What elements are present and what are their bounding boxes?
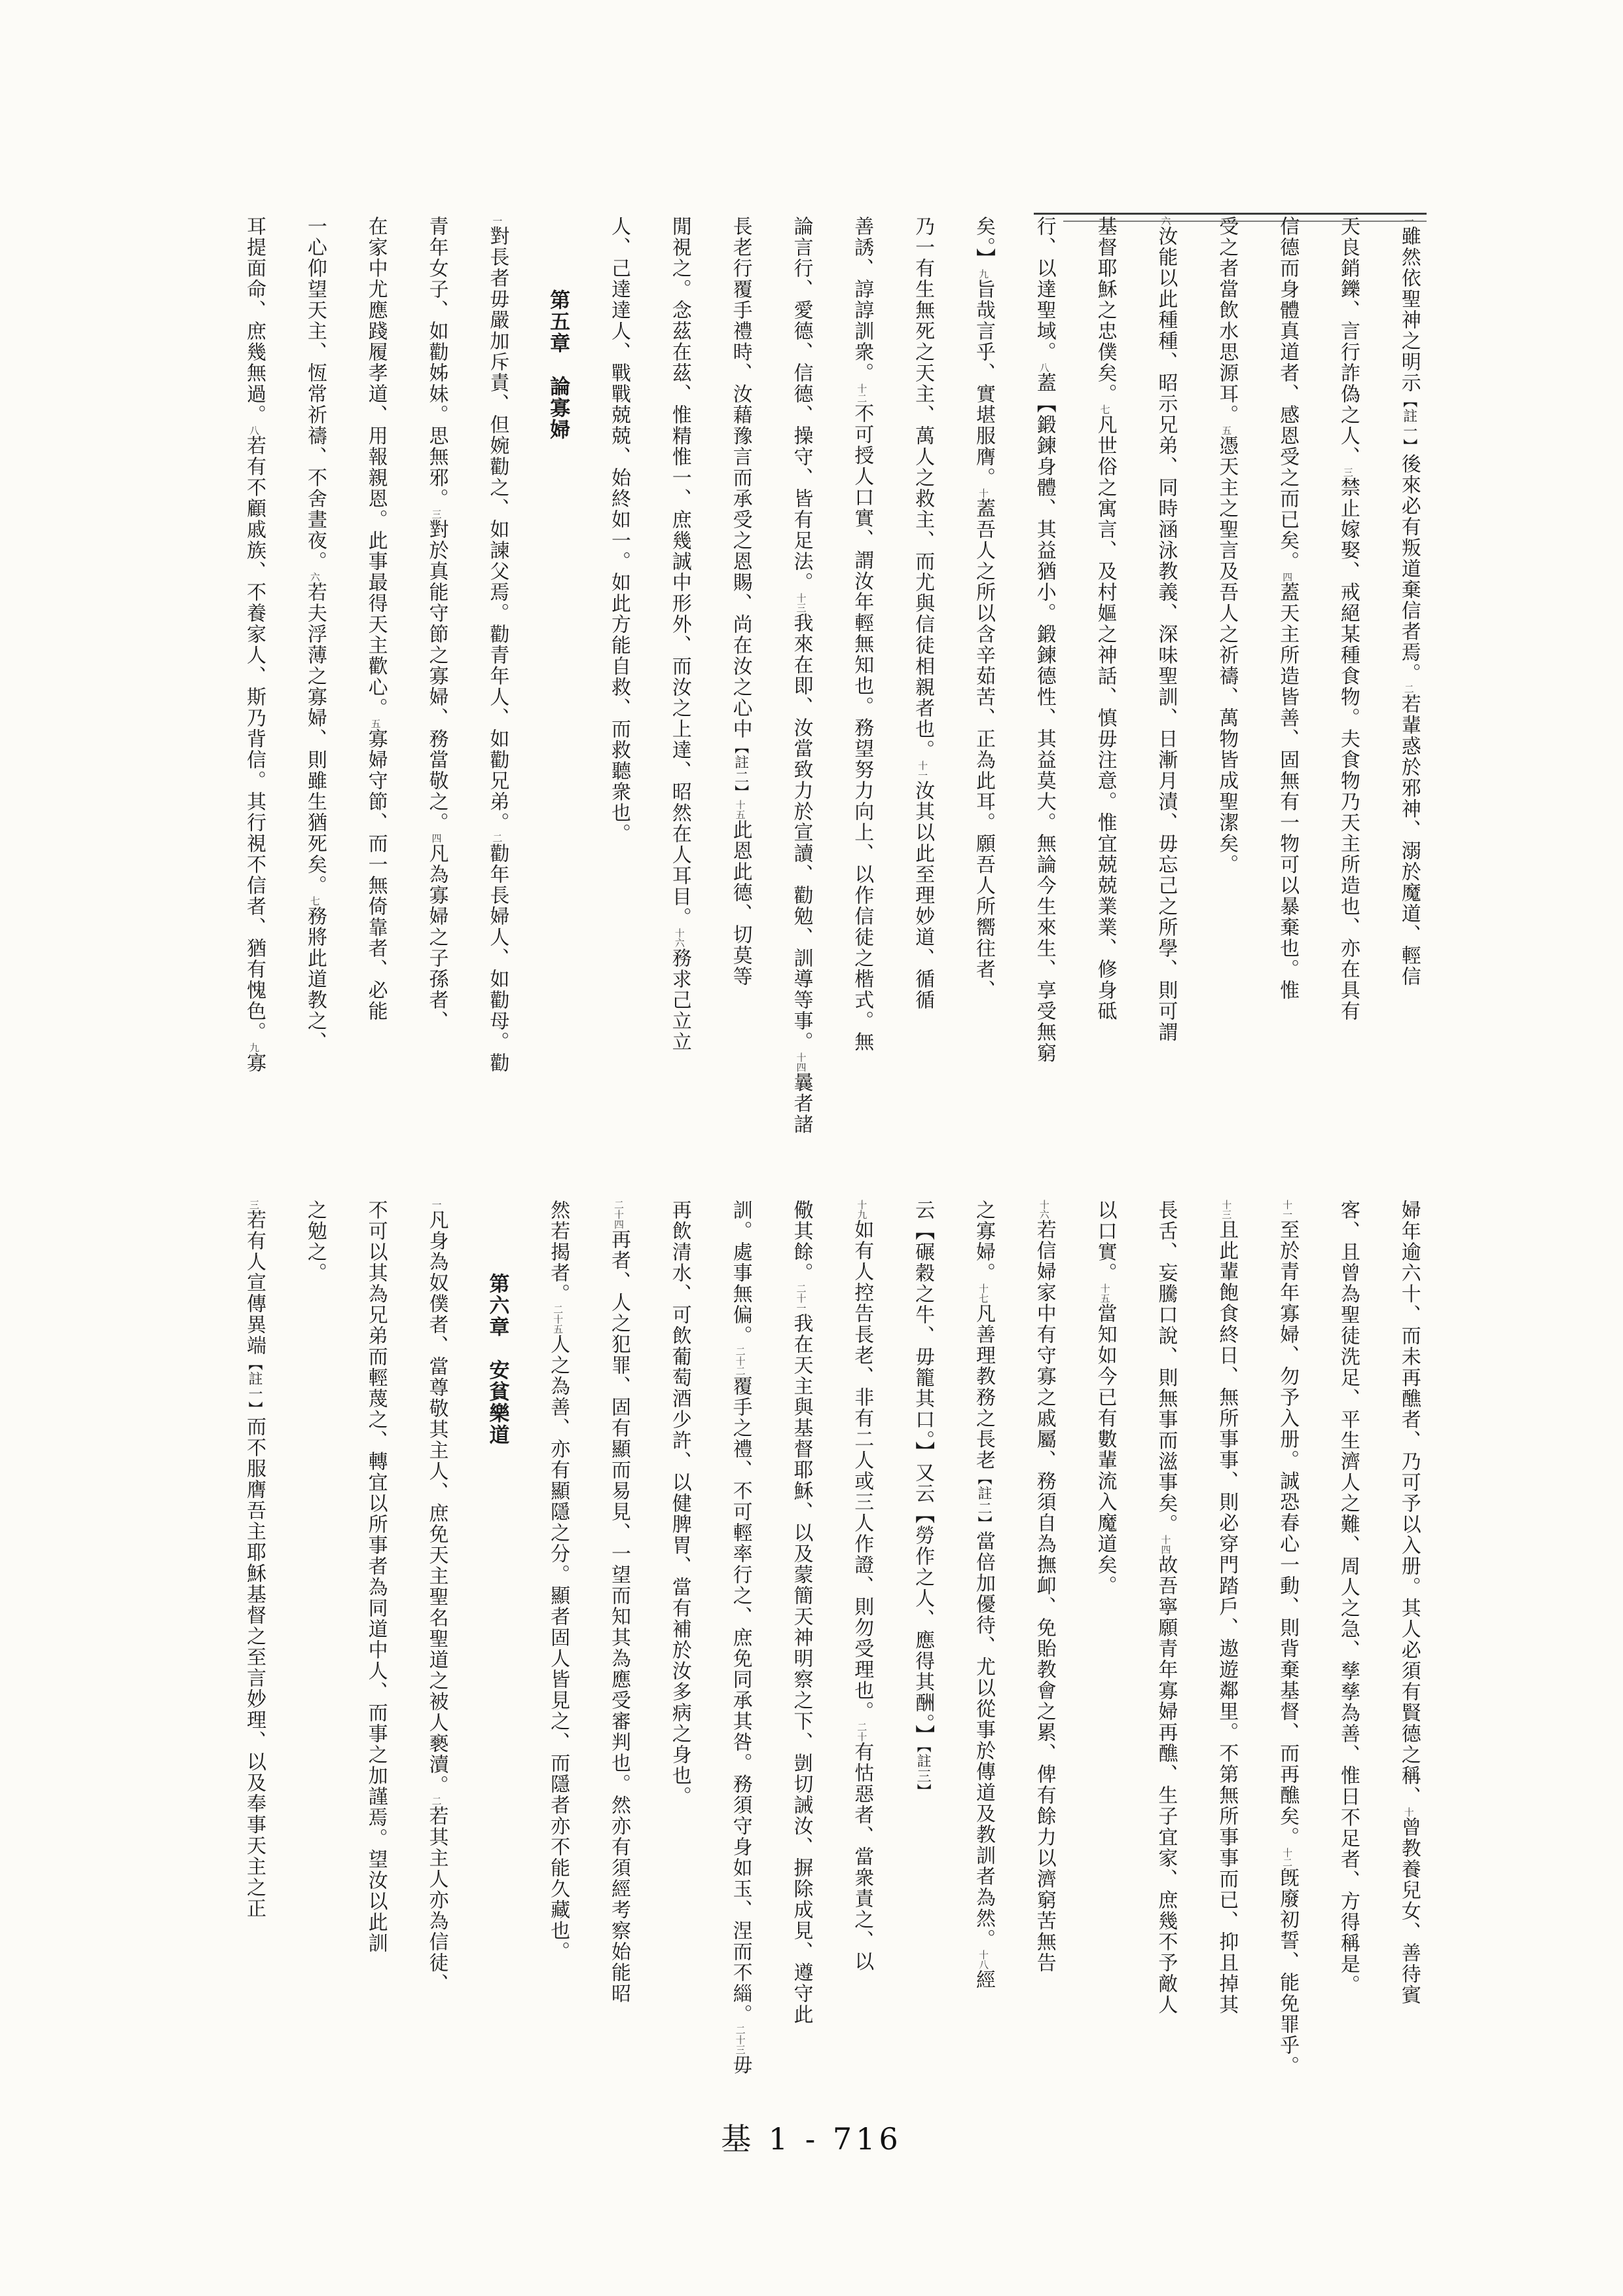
body-text: 在家中尤應踐履孝道、用報親恩。此事最得天主歡心。 <box>364 216 388 719</box>
body-text: 耳提面命、庶幾無過。 <box>243 216 266 425</box>
body-text: 凡身為奴僕者、當尊敬其主人、庶免天主聖名聖道之被人褻瀆。 <box>425 1210 448 1796</box>
body-text: 覆手之禮、不可輕率行之、庶免同承其咎。務須守身如玉、涅而不緇。 <box>729 1376 752 2025</box>
body-text: 乃一有生無死之天主、萬人之救主、而尤與信徒相親者也。 <box>911 216 935 761</box>
text-column <box>604 1200 634 2004</box>
text-column <box>361 1200 391 1954</box>
body-text: 蓋天主所造皆善、固無有一物可以暴棄也。惟 <box>1276 582 1300 1001</box>
verse-number: 三 <box>430 509 443 519</box>
verse-number: 二十四 <box>612 1200 625 1229</box>
body-text: 行、以達聖域。 <box>1032 216 1056 363</box>
body-text: 訓。處事無偏。 <box>729 1200 752 1346</box>
verse-number: 十三 <box>795 593 807 613</box>
note-marker: 【註三】 <box>915 1746 932 1799</box>
body-text: 此恩此德、切莫等 <box>729 819 752 987</box>
body-text: 曾教養兒女、善待賓 <box>1397 1817 1421 2005</box>
body-text: 後來必有叛道棄信者焉。 <box>1397 454 1421 684</box>
verse-number: 十六 <box>1038 1200 1050 1219</box>
verse-number: 十四 <box>1159 1535 1172 1554</box>
body-text: 矣。】 <box>972 216 995 269</box>
body-text: 凡世俗之寓言、及村嫗之神話、慎毋注意。惟宜兢兢業業、修身砥 <box>1093 414 1117 1022</box>
text-column <box>1333 1200 1363 1996</box>
verse-number: 七 <box>308 896 321 906</box>
body-text: 受之者當飲水思源耳。 <box>1215 216 1239 425</box>
verse-number: 十三 <box>1220 1200 1233 1219</box>
body-text: 之勉之。 <box>303 1200 327 1283</box>
verse-number: 三 <box>1341 467 1354 477</box>
verse-number: 十五 <box>1099 1283 1111 1303</box>
verse-number: 二十五 <box>552 1304 564 1334</box>
chapter-heading <box>543 216 573 440</box>
body-text: 若有不顧戚族、不養家人、斯乃背信。其行視不信者、猶有愧色。 <box>243 435 266 1043</box>
text-column <box>1272 216 1302 1001</box>
text-column <box>604 216 634 844</box>
verse-number: 八 <box>248 425 260 435</box>
text-column <box>847 1200 877 1972</box>
body-text: 對長者毋嚴加斥責、但婉勸之、如諫父焉。勸青年人、如勸兄弟。 <box>486 226 509 833</box>
body-text: 信德而身體真道者、感恩受之而已矣。 <box>1276 216 1300 572</box>
body-text: 汝其以此至理妙道、循循 <box>911 780 935 1011</box>
body-text: 有怙惡者、當衆責之、以 <box>850 1742 874 1972</box>
body-text: 旨哉言乎、實堪服膺。 <box>972 279 995 488</box>
verse-number: 三 <box>248 1200 260 1210</box>
text-column <box>1211 1200 1241 2015</box>
text-column <box>239 216 269 1073</box>
text-column <box>482 216 512 1073</box>
text-column <box>786 216 816 1135</box>
body-text: 人、己達達人、戰戰兢兢、始終如一。如此方能自救、而救聽衆也。 <box>607 216 630 844</box>
body-text: 務求己立立 <box>668 948 691 1052</box>
verse-number: 二十 <box>856 1722 868 1742</box>
verse-number: 二 <box>1402 684 1415 694</box>
body-text: 若夫浮薄之寡婦、則雖生猶死矣。 <box>303 582 327 896</box>
text-column <box>1150 1200 1180 2015</box>
verse-number: 二十三 <box>734 2025 746 2054</box>
body-text: 毋 <box>729 2054 752 2075</box>
body-text: 然若揭者。 <box>547 1200 570 1304</box>
text-column <box>300 1200 330 1283</box>
body-text: 凡為寡婦之子孫者、 <box>425 843 448 1031</box>
verse-number: 四 <box>430 833 443 843</box>
body-text: 蓋【鍛鍊身體、其益猶小。鍛鍊德性、其益莫大。無論今生來生、享受無窮 <box>1032 372 1056 1064</box>
verse-number: 十一 <box>1281 1200 1294 1219</box>
body-text: 且此輩飽食終日、無所事事、則必穿門踏戶、遨遊鄰里。不第無所事事而已、抑且掉其 <box>1215 1219 1239 2015</box>
verse-number: 六 <box>308 572 321 582</box>
text-column <box>361 216 391 1022</box>
note-marker: 【註二】 <box>732 740 749 800</box>
body-text: 婦年逾六十、而未再醮者、乃可予以入册。其人必須有賢德之稱、 <box>1397 1200 1421 1807</box>
body-text: 凡善理教務之長老 <box>972 1303 995 1471</box>
verse-number: 十七 <box>977 1283 989 1303</box>
body-text: 客、且曾為聖徒洗足、平生濟人之難、周人之急、孳孳為善、惟日不足者、方得稱是。 <box>1336 1200 1360 1996</box>
body-text: 以口實。 <box>1093 1200 1117 1283</box>
verse-number: 十四 <box>795 1052 807 1072</box>
verse-number: 十二 <box>1281 1848 1294 1867</box>
text-column <box>1394 1200 1424 2005</box>
body-text: 善誘、諄諄訓衆。 <box>850 216 874 384</box>
text-column <box>1029 1200 1059 1973</box>
text-column <box>907 1200 938 1799</box>
verse-number: 十二 <box>856 384 868 403</box>
body-text: 基督耶穌之忠僕矣。 <box>1093 216 1117 404</box>
body-text: 之寡婦。 <box>972 1200 995 1283</box>
body-text: 不可以其為兄弟而輕蔑之、轉宜以所事者為同道中人、而事之加謹焉。望汝以此訓 <box>364 1200 388 1954</box>
scan-artifact-line <box>1034 213 1427 215</box>
body-text: 務將此道教之、 <box>303 906 327 1052</box>
verse-number: 十六 <box>673 928 685 948</box>
body-text: 當倍加優待、尤以從事於傳道及教訓者為然。 <box>972 1531 995 1950</box>
verse-number: 二十一 <box>795 1283 807 1313</box>
text-column <box>665 1200 695 1807</box>
page-number-footer: 基 1 - 716 <box>721 2121 902 2157</box>
body-text: 憑天主之聖言及吾人之祈禱、萬物皆成聖潔矣。 <box>1215 435 1239 875</box>
chapter-heading <box>482 1200 512 1446</box>
text-column <box>1090 216 1120 1022</box>
verse-number: 一 <box>1402 216 1415 226</box>
verse-number: 七 <box>1099 404 1111 414</box>
body-text: 人之為善、亦有顯隱之分。顯者固人皆見之、而隱者亦不能久藏也。 <box>547 1334 570 1962</box>
verse-number: 十五 <box>734 800 746 819</box>
body-text: 如有人控告長老、非有二人或三人作證、則勿受理也。 <box>850 1219 874 1722</box>
verse-number: 五 <box>1220 425 1233 435</box>
body-text: 對於真能守節之寡婦、務當敬之。 <box>425 519 448 833</box>
text-column <box>1333 216 1363 1022</box>
body-text: 至於青年寡婦、勿予入册。誠恐春心一動、則背棄基督、而再醮矣。 <box>1276 1219 1300 1848</box>
text-column <box>1150 216 1180 1043</box>
upper-text-block <box>239 216 1424 1145</box>
body-text: 寡 <box>243 1052 266 1073</box>
verse-number: 十 <box>977 488 989 498</box>
text-column <box>665 216 695 1052</box>
verse-number: 四 <box>1281 572 1294 582</box>
text-column <box>725 1200 756 2075</box>
verse-number: 二 <box>491 833 503 843</box>
note-marker: 【註二】 <box>975 1471 992 1531</box>
body-text: 若信婦家中有守寡之戚屬、務須自為撫卹、免貽教會之累、俾有餘力以濟窮苦無告 <box>1032 1219 1056 1973</box>
text-column <box>725 216 756 987</box>
verse-number: 二 <box>430 1796 443 1806</box>
body-text: 第六章 安貧樂道 <box>485 1273 509 1446</box>
body-text: 儆其餘。 <box>790 1200 813 1283</box>
verse-number: 二十二 <box>734 1346 746 1376</box>
text-column <box>239 1200 269 1919</box>
lower-text-block <box>239 1200 1424 2129</box>
text-column <box>847 216 877 1052</box>
text-column <box>1029 216 1059 1064</box>
verse-number: 十 <box>1402 1807 1415 1817</box>
body-text: 再飲清水、可飲葡萄酒少許、以健脾胃、當有補於汝多病之身也。 <box>668 1200 691 1807</box>
verse-number: 一 <box>430 1200 443 1210</box>
verse-number: 十九 <box>856 1200 868 1219</box>
verse-number: 五 <box>369 719 382 728</box>
body-text: 長舌、妄騰口說、則無事而滋事矣。 <box>1154 1200 1178 1535</box>
body-text: 故吾寧願青年寡婦再醮、生子宜家、庶幾不予敵人 <box>1154 1554 1178 2015</box>
text-column <box>1272 1200 1302 2077</box>
text-column <box>907 216 938 1011</box>
note-marker: 【註一】 <box>1400 393 1417 454</box>
text-column <box>421 1200 451 1994</box>
body-text: 雖然依聖神之明示 <box>1397 226 1421 393</box>
verse-number: 八 <box>1038 363 1050 372</box>
body-text: 而不服膺吾主耶穌基督之至言妙理、以及奉事天主之正 <box>243 1416 266 1919</box>
body-text: 曩者諸 <box>790 1072 813 1135</box>
body-text: 我來在即、汝當致力於宣讀、勸勉、訓導等事。 <box>790 613 813 1052</box>
body-text: 天良銷鑠、言行詐偽之人、 <box>1336 216 1360 467</box>
verse-number: 九 <box>977 269 989 279</box>
verse-number: 十一 <box>917 761 929 780</box>
text-column <box>786 1200 816 2025</box>
text-column <box>968 1200 998 1990</box>
body-text: 若其主人亦為信徒、 <box>425 1806 448 1994</box>
body-text: 勸年長婦人、如勸母。勸 <box>486 843 509 1073</box>
text-column <box>1090 1200 1120 1596</box>
text-column <box>543 1200 573 1962</box>
body-text: 旣廢初誓、能免罪乎。 <box>1276 1867 1300 2077</box>
body-text: 我在天主與基督耶穌、以及蒙簡天神明察之下、剴切誡汝、摒除成見、遵守此 <box>790 1313 813 2025</box>
body-text: 若有人宣傳異端 <box>243 1210 266 1356</box>
body-text: 長老行覆手禮時、汝藉豫言而承受之恩賜、尚在汝之心中 <box>729 216 752 740</box>
body-text: 一心仰望天主、恆常祈禱、不舍晝夜。 <box>303 216 327 572</box>
body-text: 閒視之。念茲在茲、惟精惟一、庶幾誠中形外、而汝之上達、昭然在人耳目。 <box>668 216 691 928</box>
text-column <box>1211 216 1241 875</box>
body-text: 經 <box>972 1969 995 1990</box>
body-text: 若輩惑於邪神、溺於魔道、輕信 <box>1397 694 1421 987</box>
body-text: 第五章 論寡婦 <box>546 289 570 440</box>
text-column <box>968 216 998 1001</box>
verse-number: 十八 <box>977 1950 989 1969</box>
body-text: 青年女子、如勸姊妹。思無邪。 <box>425 216 448 509</box>
body-text: 蓋吾人之所以含辛茹苦、正為此耳。願吾人所嚮往者、 <box>972 498 995 1001</box>
note-marker: 【註一】 <box>246 1356 263 1416</box>
text-column <box>300 216 330 1052</box>
body-text: 當知如今已有數輩流入魔道矣。 <box>1093 1303 1117 1596</box>
text-column <box>1394 216 1424 987</box>
body-text: 論言行、愛德、信德、操守、皆有足法。 <box>790 216 813 593</box>
body-text: 云【碾穀之牛、毋籠其口。】又云【勞作之人、應得其酬。】 <box>911 1200 935 1746</box>
body-text: 再者、人之犯罪、固有顯而易見、一望而知其為應受審判也。然亦有須經考察始能昭 <box>607 1229 630 2004</box>
verse-number: 六 <box>1159 216 1172 226</box>
body-text: 禁止嫁娶、戒絕某種食物。夫食物乃天主所造也、亦在具有 <box>1336 477 1360 1022</box>
body-text: 寡婦守節、而一無倚靠者、必能 <box>364 728 388 1022</box>
text-column <box>421 216 451 1031</box>
body-text: 汝能以此種種、昭示兄弟、同時涵泳教義、深味聖訓、日漸月漬、毋忘己之所學、則可謂 <box>1154 226 1178 1043</box>
verse-number: 九 <box>248 1043 260 1052</box>
body-text: 不可授人口實、謂汝年輕無知也。務望努力向上、以作信徒之楷式。無 <box>850 403 874 1052</box>
verse-number: 一 <box>491 216 503 226</box>
